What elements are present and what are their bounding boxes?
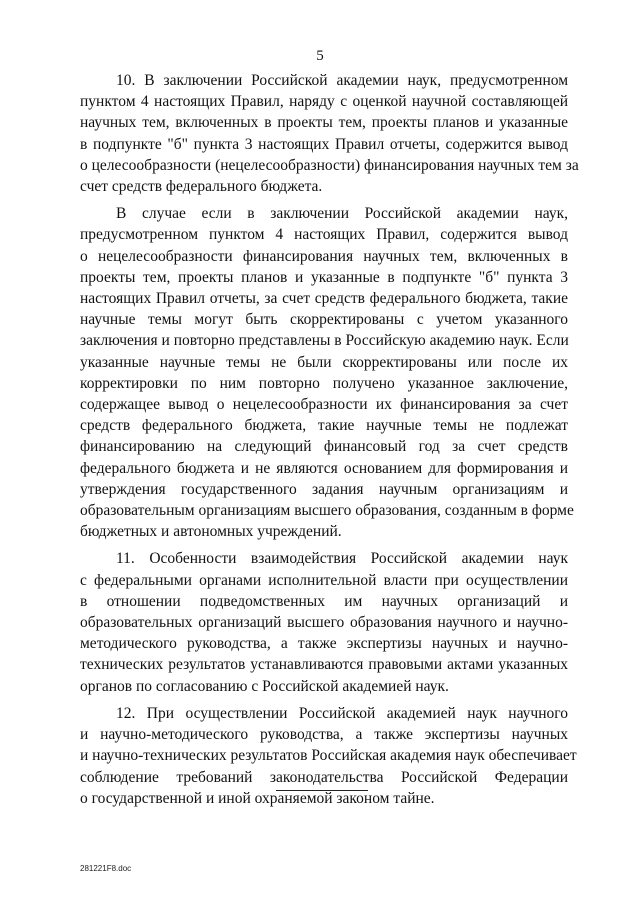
paragraph-11	[80, 548, 568, 696]
paragraph-line: соблюдение требований законодательства Российской Федерации	[80, 768, 568, 786]
paragraph-line: 10. В заключении Российской академии наук, предусмотренном	[116, 72, 568, 89]
paragraph-line: научных тем, включенных в проекты тем, проекты планов и указанные	[80, 114, 568, 132]
paragraph-line: указанные научные темы не были скорректированы или после их	[80, 353, 568, 371]
paragraph-line: и научно-методического руководства, а также экспертизы научных	[80, 726, 568, 744]
paragraph-line: образовательным организациям высшего образования, созданным в форме	[80, 502, 574, 520]
paragraph-line: пунктом 4 настоящих Правил, наряду с оценкой научной составляющей	[80, 93, 568, 111]
paragraph-line: образовательных организаций высшего образования научного и научно-	[80, 614, 568, 632]
paragraph-line: настоящих Правил отчеты, за счет средств федерального бюджета, такие	[80, 290, 568, 308]
paragraph-line: средств федерального бюджета, такие научные темы не подлежат	[80, 417, 568, 435]
paragraph-line: В случае если в заключении Российской академии наук,	[116, 205, 568, 223]
paragraph-line: и научно-технических результатов Российская академия наук обеспечивает	[80, 747, 577, 765]
paragraph-line: 12. При осуществлении Российской академией наук научного	[116, 704, 568, 722]
paragraph-line: заключения и повторно представлены в Российскую академию наук. Если	[80, 332, 569, 350]
paragraph-line: проекты тем, проекты планов и указанные в подпункте "б" пункта 3	[80, 268, 568, 286]
paragraph-line: предусмотренном пунктом 4 настоящих Правил, содержится вывод	[80, 226, 568, 244]
paragraph-line: органов по согласованию с Российской академией наук.	[80, 677, 449, 695]
paragraph-line: бюджетных и автономных учреждений.	[80, 523, 342, 541]
paragraph-line: корректировки по ним повторно получено указанное заключение,	[80, 374, 568, 392]
paragraph-line: в отношении подведомственных им научных организаций и	[80, 592, 568, 610]
paragraph-line: технических результатов устанавливаются правовыми актами указанных	[80, 656, 568, 674]
paragraph-10	[80, 70, 579, 197]
paragraph-line: в подпункте "б" пункта 3 настоящих Правил отчеты, содержится вывод	[80, 135, 568, 153]
paragraph-line: о целесообразности (нецелесообразности) финансирования научных тем за	[80, 156, 579, 174]
paragraph-10-continuation	[80, 203, 574, 542]
paragraph-line: с федеральными органами исполнительной власти при осуществлении	[80, 571, 568, 589]
paragraph-line: научные темы могут быть скорректированы с учетом указанного	[80, 311, 568, 329]
paragraph-line: федерального бюджета и не являются основанием для формирования и	[80, 459, 568, 477]
paragraph-line: 11. Особенности взаимодействия Российской академии наук	[116, 550, 568, 568]
paragraph-line: финансированию на следующий финансовый год за счет средств	[80, 438, 568, 456]
paragraph-line: содержащее вывод о нецелесообразности их финансирования за счет	[80, 396, 568, 414]
document-file-code: 281221F8.doc	[80, 864, 132, 873]
paragraph-line: о нецелесообразности финансирования научных тем, включенных в	[80, 247, 568, 265]
paragraph-12	[80, 703, 577, 809]
end-separator-line	[276, 790, 368, 791]
page-number: 5	[316, 48, 324, 64]
paragraph-line: утверждения государственного задания научным организациям и	[80, 480, 568, 498]
paragraph-line: методического руководства, а также экспертизы научных и научно-	[80, 635, 568, 653]
document-body	[80, 70, 579, 815]
paragraph-line: о государственной и иной охраняемой законом тайне.	[80, 789, 435, 807]
paragraph-line: счет средств федерального бюджета.	[80, 178, 323, 196]
